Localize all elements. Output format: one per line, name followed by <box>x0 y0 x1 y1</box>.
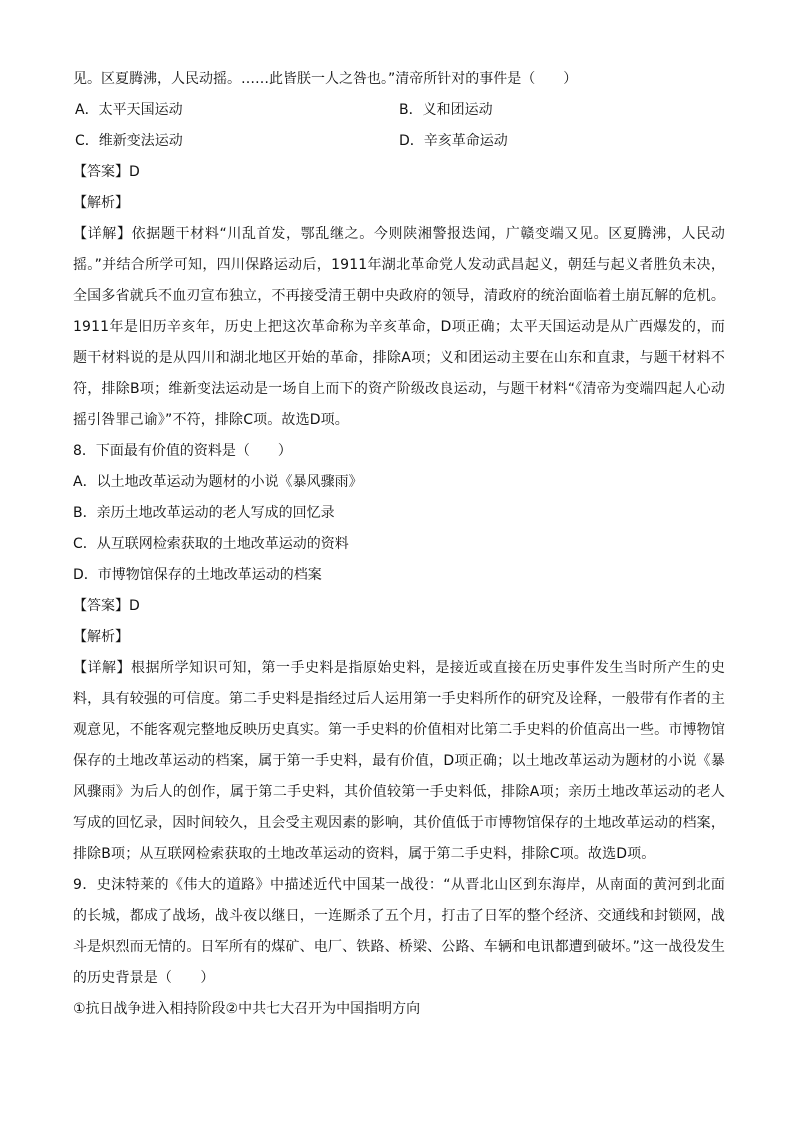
q9-stem: 9．史沫特莱的《伟大的道路》中描述近代中国某一战役：“从晋北山区到东海岸，从南面的黄河到北面的长城，都成了战场，战斗夜以继日，一连厮杀了五个月，打击了日军的整个经济、交通线和封锁网，战斗是炽烈而无情的。日军所有的煤矿、电厂、铁路、桥梁、公路、车辆和电讯都遭到破坏。”这一战役发生的历史背景是（ ） <box>73 877 725 986</box>
q7-analysis-label: 【解析】 <box>73 195 129 211</box>
q7-option-c: C．维新变法运动 <box>75 133 183 149</box>
q8-option-b: B．亲历土地改革运动的老人写成的回忆录 <box>73 505 335 521</box>
q7-options-row-2 <box>73 126 725 157</box>
q7-option-d: D．辛亥革命运动 <box>399 133 508 149</box>
q7-answer: 【答案】D <box>73 164 140 180</box>
q7-stem-tail: 见。区夏腾沸，人民动摇。……此皆朕一人之咎也。”清帝所针对的事件是（ ） <box>73 71 578 87</box>
q8-stem: 8．下面最有价值的资料是（ ） <box>73 443 292 459</box>
q7-options-row-1 <box>73 95 725 126</box>
q9-items: ①抗日战争进入相持阶段②中共七大召开为中国指明方向 <box>73 1001 421 1017</box>
q8-answer: 【答案】D <box>73 598 140 614</box>
q8-analysis-label: 【解析】 <box>73 629 129 645</box>
q7-option-b: B．义和团运动 <box>399 102 493 118</box>
q8-option-d: D．市博物馆保存的土地改革运动的档案 <box>73 567 322 583</box>
q8-option-a: A．以土地改革运动为题材的小说《暴风骤雨》 <box>73 474 363 490</box>
q7-option-a: A．太平天国运动 <box>75 102 183 118</box>
q8-option-c: C．从互联网检索获取的土地改革运动的资料 <box>73 536 349 552</box>
document-page <box>73 64 725 1025</box>
q8-detail: 【详解】根据所学知识可知，第一手史料是指原始史料，是接近或直接在历史事件发生当时所产生的史料，具有较强的可信度。第二手史料是指经过后人运用第一手史料所作的研究及诠释，一般带有作者的主观意见，不能客观完整地反映历史真实。第一手史料的价值相对比第二手史料的价值高出一些。市博物馆保存的土地改革运动的档案，属于第一手史料，最有价值，D项正确；以土地改革运动为题材的小说《暴风骤雨》为后人的创作，属于第二手史料，其价值较第一手史料低，排除A项；亲历土地改革运动的老人写成的回忆录，因时间较久，且会受主观因素的影响，其价值低于市博物馆保存的土地改革运动的档案，排除B项；从互联网检索获取的土地改革运动的资料，属于第二手史料，排除C项。故选D项。 <box>73 660 725 862</box>
q7-detail: 【详解】依据题干材料“川乱首发，鄂乱继之。今则陕湘警报迭闻，广赣变端又见。区夏腾沸，人民动摇。”并结合所学可知，四川保路运动后，1911年湖北革命党人发动武昌起义，朝廷与起义者胜负未决，全国多省就兵不血刃宣布独立，不再接受清王朝中央政府的领导，清政府的统治面临着土崩瓦解的危机。1911年是旧历辛亥年，历史上把这次革命称为辛亥革命，D项正确；太平天国运动是从广西爆发的，而题干材料说的是从四川和湖北地区开始的革命，排除A项；义和团运动主要在山东和直隶，与题干材料不符，排除B项；维新变法运动是一场自上而下的资产阶级改良运动，与题干材料“《清帝为变端四起人心动摇引咎罪己谕》”不符，排除C项。故选D项。 <box>73 226 725 428</box>
